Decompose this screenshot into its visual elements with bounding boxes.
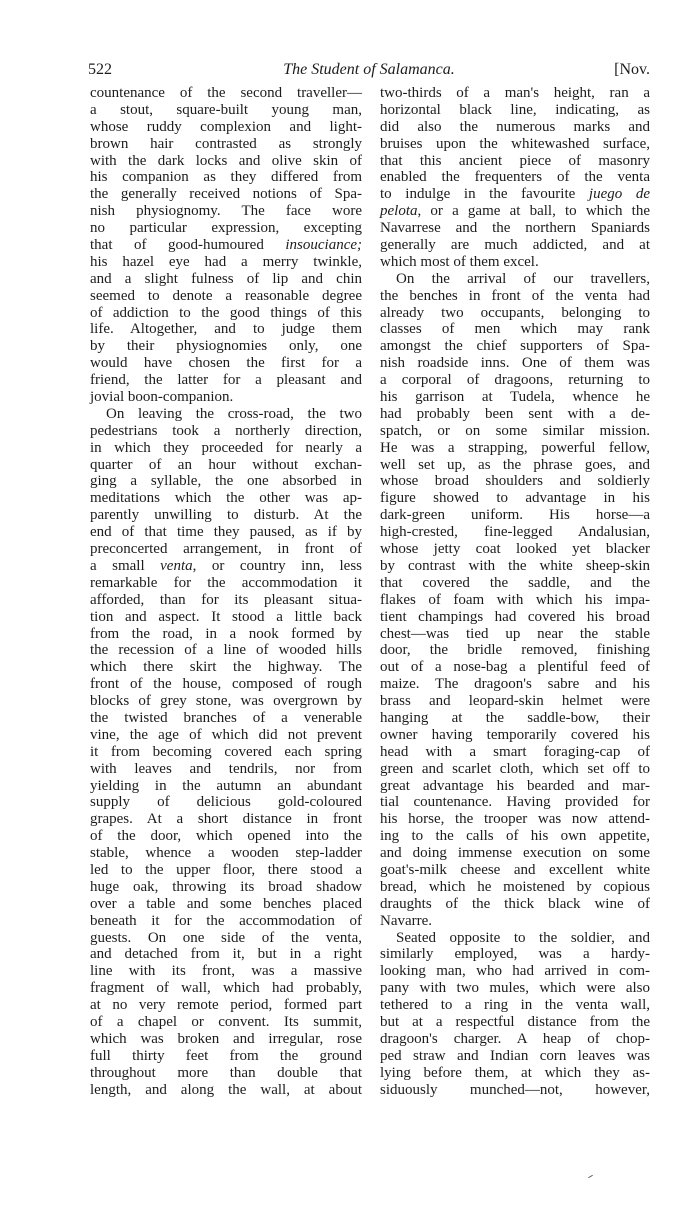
text-segment: nish physiognomy. The face wore: [90, 203, 362, 220]
text-line: [90, 490, 362, 507]
text-segment: nish roadside inns. One of them was: [380, 355, 650, 372]
text-line: [90, 693, 362, 710]
text-line: [90, 136, 362, 153]
text-line: [380, 288, 650, 305]
text-line: [90, 879, 362, 896]
text-segment: huge oak, throwing its broad shadow: [90, 878, 362, 895]
text-line: [90, 727, 362, 744]
text-segment: , or a game at ball, to which the: [417, 203, 650, 220]
text-segment: the twisted branches of a venerable: [90, 709, 362, 726]
text-segment: by their physiognomies only, one: [90, 338, 362, 355]
text-line: [380, 811, 650, 828]
text-line: [90, 626, 362, 643]
text-line: [90, 609, 362, 626]
page-number: 522: [88, 61, 112, 78]
text-segment: and a slight fulness of lip and chin: [90, 270, 362, 287]
text-line: [90, 305, 362, 322]
text-segment: similarly employed, was a hardy-: [380, 946, 650, 963]
text-line: [380, 440, 650, 457]
text-segment: line with its front, was a massive: [90, 963, 362, 980]
text-segment: well set up, as the phrase goes, and: [380, 456, 650, 473]
text-segment: full thirty feet from the ground: [90, 1047, 362, 1064]
text-segment: his garrison at Tudela, whence he: [380, 389, 650, 406]
text-line: [90, 811, 362, 828]
text-line: [90, 440, 362, 457]
text-line: [90, 980, 362, 997]
text-segment: had probably been sent with a de-: [380, 405, 650, 422]
text-line: [380, 305, 650, 322]
text-line: [90, 946, 362, 963]
text-line: [380, 457, 650, 474]
text-segment: tethered to a ring in the venta wall,: [380, 997, 650, 1014]
text-segment: flakes of foam with which his impa-: [380, 591, 650, 608]
text-segment: whose broad shoulders and soldierly: [380, 473, 650, 490]
text-segment: length, and along the wall, at about: [90, 1081, 362, 1098]
text-segment: beneath it for the accommodation of: [90, 912, 362, 929]
text-column-left: [90, 85, 362, 1098]
text-segment: horizontal black line, indicating, as: [380, 101, 650, 118]
text-segment: door, the bridle removed, finishing: [380, 642, 650, 659]
text-line: [90, 710, 362, 727]
text-segment: ging a syllable, the one absorbed in: [90, 473, 362, 490]
text-segment: He was a strapping, powerful fellow,: [380, 439, 650, 456]
text-line: [90, 575, 362, 592]
text-line: [380, 1031, 650, 1048]
text-segment: tial countenance. Having provided for: [380, 794, 650, 811]
text-segment: brass and leopard-skin helmet were: [380, 693, 650, 710]
text-line: [380, 794, 650, 811]
text-segment: and detached from it, but in a right: [90, 946, 362, 963]
text-line: [90, 592, 362, 609]
text-segment: the generally received notions of Spa-: [90, 186, 362, 203]
text-line: [380, 913, 650, 930]
text-line: [90, 338, 362, 355]
text-line: [380, 676, 650, 693]
text-line: [90, 558, 362, 575]
text-line: [90, 355, 362, 372]
text-segment: siduously munched—not, however,: [380, 1081, 650, 1098]
text-line: [90, 186, 362, 203]
text-line: [380, 372, 650, 389]
text-segment: seemed to denote a reasonable degree: [90, 287, 362, 304]
text-line: [380, 896, 650, 913]
text-segment: ing to the calls of his own appetite,: [380, 828, 650, 845]
text-segment: whose ruddy complexion and light-: [90, 118, 362, 135]
text-segment: Navarre.: [380, 912, 433, 929]
running-header: [88, 60, 650, 80]
text-segment: lying before them, at which they as-: [380, 1064, 650, 1081]
text-line: [90, 1014, 362, 1031]
text-line: [380, 659, 650, 676]
text-line: [380, 507, 650, 524]
text-line: [380, 845, 650, 862]
text-line: [90, 423, 362, 440]
text-segment: amongst the chief supporters of Spa-: [380, 338, 650, 355]
text-line: [380, 321, 650, 338]
text-segment: figure showed to advantage in his: [380, 490, 650, 507]
text-line: [90, 473, 362, 490]
text-segment: of a chapel or convent. Its summit,: [90, 1013, 362, 1030]
text-line: [380, 1065, 650, 1082]
text-line: [380, 1082, 650, 1099]
text-segment: two-thirds of a man's height, ran a: [380, 85, 650, 101]
text-line: [380, 1048, 650, 1065]
printing-mark: [588, 1175, 593, 1178]
text-segment: that of good-humoured: [90, 237, 286, 254]
text-segment: friend, the latter for a pleasant and: [90, 372, 362, 389]
text-line: [90, 389, 362, 406]
text-segment: tient champings had covered his broad: [380, 608, 650, 625]
text-line: [90, 321, 362, 338]
text-segment: quarter of an hour without exchan-: [90, 456, 362, 473]
text-line: [380, 203, 650, 220]
text-line: [90, 524, 362, 541]
text-line: [380, 997, 650, 1014]
text-line: [90, 102, 362, 119]
text-segment: with leaves and tendrils, nor from: [90, 760, 362, 777]
text-segment: the benches in front of the venta had: [380, 287, 650, 304]
text-segment: from the road, in a nook formed by: [90, 625, 362, 642]
text-segment: that this ancient piece of masonry: [380, 152, 650, 169]
text-line: [380, 642, 650, 659]
text-line: [380, 744, 650, 761]
text-segment: throughout more than double that: [90, 1064, 362, 1081]
text-line: [90, 372, 362, 389]
text-segment: already two occupants, belonging to: [380, 304, 650, 321]
text-segment: by contrast with the white sheep-skin: [380, 557, 650, 574]
text-segment: but at a respectful distance from the: [380, 1013, 650, 1030]
text-segment: out of a nose-bag a plentiful feed of: [380, 659, 650, 676]
text-line: [90, 254, 362, 271]
text-line: [90, 744, 362, 761]
text-line: [380, 406, 650, 423]
text-line: [380, 693, 650, 710]
text-segment: goat's-milk cheese and excellent white: [380, 861, 650, 878]
text-segment: classes of men which may rank: [380, 321, 650, 338]
text-segment: On leaving the cross-road, the two: [106, 405, 362, 422]
text-line: [380, 254, 650, 271]
text-segment: led to the upper floor, there stood a: [90, 861, 362, 878]
text-line: [90, 659, 362, 676]
text-segment: his horse, the trooper was now attend-: [380, 811, 650, 828]
text-line: [380, 355, 650, 372]
text-line: [380, 220, 650, 237]
text-segment: preconcerted arrangement, in front of: [90, 541, 362, 558]
text-line: [380, 119, 650, 136]
text-segment: meditations which the other was ap-: [90, 490, 362, 507]
text-line: [90, 997, 362, 1014]
text-line: [90, 913, 362, 930]
text-segment: pany with two mules, which were also: [380, 980, 650, 997]
text-segment: a small: [90, 557, 161, 574]
text-line: [380, 153, 650, 170]
italic-text: juego de: [588, 186, 651, 203]
text-segment: maize. The dragoon's sabre and his: [380, 676, 650, 693]
text-line: [90, 930, 362, 947]
text-line: [380, 946, 650, 963]
text-segment: great advantage his bearded and mar-: [380, 777, 650, 794]
text-line: [90, 862, 362, 879]
text-segment: , or country inn, less: [192, 557, 363, 574]
text-line: [90, 963, 362, 980]
text-line: [380, 169, 650, 186]
text-line: [90, 153, 362, 170]
text-segment: spatch, or on some similar mission.: [380, 422, 650, 439]
text-line: [90, 1065, 362, 1082]
text-line: [380, 963, 650, 980]
text-segment: Seated opposite to the soldier, and: [396, 929, 650, 946]
text-segment: that covered the saddle, and the: [380, 574, 650, 591]
text-segment: stable, whence a wooden step-ladder: [90, 845, 362, 862]
text-segment: jovial boon-companion.: [90, 389, 234, 406]
issue-month: [Nov.: [614, 61, 650, 78]
text-segment: parently unwilling to disturb. At the: [90, 507, 362, 524]
text-line: [380, 558, 650, 575]
text-segment: enabled the frequenters of the venta: [380, 169, 650, 186]
text-segment: of addiction to the good things of this: [90, 304, 362, 321]
text-segment: no particular expression, excepting: [90, 220, 362, 237]
text-line: [380, 626, 650, 643]
text-segment: yielding in the autumn an abundant: [90, 777, 362, 794]
italic-text: venta: [160, 557, 193, 574]
text-segment: grapes. At a short distance in front: [90, 811, 362, 828]
text-segment: a corporal of dragoons, returning to: [380, 372, 650, 389]
text-segment: fragment of wall, which had probably,: [90, 980, 362, 997]
text-segment: his hazel eye had a merry twinkle,: [90, 253, 362, 270]
text-line: [90, 457, 362, 474]
text-line: [90, 85, 362, 102]
text-line: [380, 102, 650, 119]
text-line: [90, 237, 362, 254]
text-segment: his companion as they differed from: [90, 169, 362, 186]
text-line: [380, 490, 650, 507]
text-line: [380, 389, 650, 406]
text-segment: of the door, which opened into the: [90, 828, 362, 845]
text-segment: life. Altogether, and to judge them: [90, 321, 362, 338]
text-line: [90, 288, 362, 305]
text-segment: which was broken and irregular, rose: [90, 1030, 362, 1047]
text-line: [380, 609, 650, 626]
text-line: [90, 778, 362, 795]
text-segment: green and scarlet cloth, which set off to: [380, 760, 650, 777]
text-segment: generally are much addicted, and at: [380, 237, 650, 254]
text-segment: to indulge in the favourite: [380, 186, 589, 203]
text-line: [90, 541, 362, 558]
text-segment: Navarrese and the northern Spaniards: [380, 220, 650, 237]
text-segment: high-crested, fine-legged Andalusian,: [380, 524, 650, 541]
text-segment: in which they proceeded for nearly a: [90, 439, 362, 456]
text-segment: would have chosen the first for a: [90, 355, 362, 372]
text-segment: bread, which he moistened by copious: [380, 878, 650, 895]
text-segment: guests. On one side of the venta,: [90, 929, 362, 946]
text-column-right: [380, 85, 650, 1098]
text-line: [380, 338, 650, 355]
text-line: [380, 1014, 650, 1031]
text-segment: head with a smart foraging-cap of: [380, 743, 650, 760]
text-segment: pedestrians took a northerly direction,: [90, 422, 362, 439]
text-segment: it from becoming covered each spring: [90, 743, 362, 760]
text-segment: the recession of a line of wooded hills: [90, 642, 362, 659]
text-segment: at no very remote period, formed part: [90, 997, 362, 1014]
text-segment: which there skirt the highway. The: [90, 659, 362, 676]
text-line: [90, 271, 362, 288]
text-segment: bruises upon the whitewashed surface,: [380, 135, 650, 152]
text-line: [380, 524, 650, 541]
text-line: [380, 271, 650, 288]
text-segment: dark-green uniform. His horse—a: [380, 507, 650, 524]
text-segment: afforded, than for its pleasant situa-: [90, 591, 362, 608]
text-segment: with the dark locks and olive skin of: [90, 152, 362, 169]
text-line: [90, 1031, 362, 1048]
text-line: [380, 778, 650, 795]
text-line: [380, 592, 650, 609]
text-line: [380, 575, 650, 592]
text-line: [380, 727, 650, 744]
text-line: [90, 676, 362, 693]
text-segment: tion and aspect. It stood a little back: [90, 608, 362, 625]
text-line: [90, 406, 362, 423]
text-segment: vine, the age of which did not prevent: [90, 726, 362, 743]
text-segment: looking man, who had arrived in com-: [380, 963, 650, 980]
text-segment: and doing immense execution on some: [380, 845, 650, 862]
text-line: [380, 761, 650, 778]
text-segment: draughts of the thick black wine of: [380, 895, 650, 912]
text-line: [90, 203, 362, 220]
italic-text: pelota: [380, 203, 418, 220]
text-segment: blocks of grey stone, was overgrown by: [90, 693, 362, 710]
text-segment: chest—was tied up near the stable: [380, 625, 650, 642]
text-line: [90, 1082, 362, 1099]
text-segment: hanging at the saddle-bow, their: [380, 709, 650, 726]
text-line: [380, 980, 650, 997]
text-line: [90, 169, 362, 186]
text-line: [380, 710, 650, 727]
text-line: [380, 136, 650, 153]
text-segment: countenance of the second traveller—: [90, 85, 362, 101]
text-segment: a stout, square-built young man,: [90, 101, 362, 118]
text-segment: supply of delicious gold-coloured: [90, 794, 362, 811]
text-segment: remarkable for the accommodation it: [90, 574, 362, 591]
text-segment: brown hair contrasted as strongly: [90, 135, 362, 152]
text-line: [380, 85, 650, 102]
text-segment: front of the house, composed of rough: [90, 676, 362, 693]
text-line: [380, 930, 650, 947]
text-line: [380, 828, 650, 845]
text-segment: over a table and some benches placed: [90, 895, 362, 912]
text-segment: owner having temporarily covered his: [380, 726, 650, 743]
text-line: [90, 642, 362, 659]
text-line: [90, 507, 362, 524]
text-line: [90, 794, 362, 811]
text-line: [90, 828, 362, 845]
text-segment: which most of them excel.: [380, 253, 539, 270]
text-line: [90, 845, 362, 862]
text-segment: did also the numerous marks and: [380, 118, 650, 135]
text-segment: dragoon's charger. A heap of chop-: [380, 1030, 650, 1047]
text-line: [380, 237, 650, 254]
text-line: [90, 1048, 362, 1065]
text-line: [380, 862, 650, 879]
text-segment: whose jetty coat looked yet blacker: [380, 541, 650, 558]
text-line: [90, 220, 362, 237]
text-line: [90, 119, 362, 136]
italic-text: insouciance;: [285, 237, 362, 254]
text-line: [380, 186, 650, 203]
text-segment: end of that time they paused, as if by: [90, 524, 362, 541]
text-segment: ped straw and Indian corn leaves was: [380, 1047, 650, 1064]
text-line: [380, 473, 650, 490]
text-line: [380, 879, 650, 896]
text-line: [90, 761, 362, 778]
text-line: [90, 896, 362, 913]
text-line: [380, 423, 650, 440]
text-segment: On the arrival of our travellers,: [396, 270, 650, 287]
text-line: [380, 541, 650, 558]
running-title: The Student of Salamanca.: [283, 61, 455, 78]
